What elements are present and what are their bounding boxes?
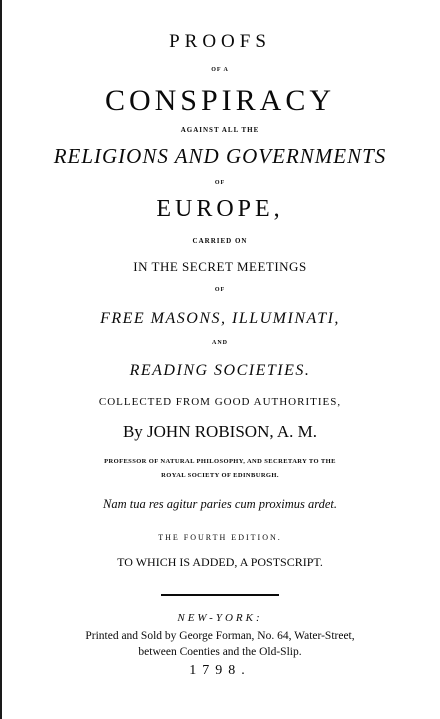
imprint-printer-line-1: Printed and Sold by George Forman, No. 64, Water-Street, xyxy=(85,630,355,642)
connector-of-a: OF A xyxy=(211,67,229,73)
connector-carried-on: CARRIED ON xyxy=(192,237,248,245)
latin-motto: Nam tua res agitur paries cum proximus ardet. xyxy=(102,497,338,511)
collected-line: COLLECTED FROM GOOD AUTHORITIES, xyxy=(98,396,342,408)
connector-of: OF xyxy=(214,287,226,293)
title-conspiracy: CONSPIRACY xyxy=(104,84,336,117)
imprint-year: 1798. xyxy=(189,663,251,678)
imprint-place: NEW-YORK: xyxy=(177,612,263,624)
subtitle-free-masons-illuminati: FREE MASONS, ILLUMINATI, xyxy=(100,310,340,327)
author-credentials-line-2: ROYAL SOCIETY OF EDINBURGH. xyxy=(161,472,279,479)
author-credentials-line-1: PROFESSOR OF NATURAL PHILOSOPHY, AND SECRETARY TO THE xyxy=(104,458,336,465)
title-europe: EUROPE, xyxy=(156,196,284,222)
title-religions-and-governments: RELIGIONS AND GOVERNMENTS xyxy=(53,144,387,168)
horizontal-rule xyxy=(161,594,279,596)
postscript-line: TO WHICH IS ADDED, A POSTSCRIPT. xyxy=(117,555,323,569)
connector-of: OF xyxy=(214,180,226,186)
author-line: By JOHN ROBISON, A. M. xyxy=(122,422,318,441)
edition-line: THE FOURTH EDITION. xyxy=(158,533,282,542)
connector-against-all-the: AGAINST ALL THE xyxy=(180,126,260,134)
subtitle-reading-societies: READING SOCIETIES. xyxy=(129,362,311,379)
subtitle-secret-meetings: IN THE SECRET MEETINGS xyxy=(133,259,307,274)
connector-and: AND xyxy=(212,340,228,346)
imprint-printer-line-2: between Coenties and the Old-Slip. xyxy=(138,646,302,658)
title-proofs: PROOFS xyxy=(169,31,271,52)
